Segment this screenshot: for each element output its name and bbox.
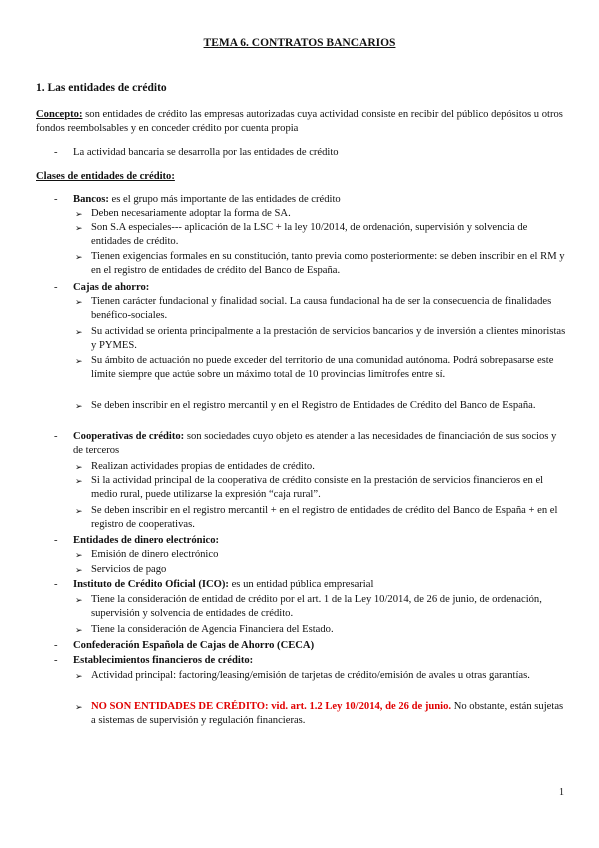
- note-text: La actividad bancaria se desarrolla por las entidades de crédito: [73, 147, 339, 158]
- arrow-bullet-icon: ➢: [75, 356, 83, 366]
- note-item: [54, 146, 564, 160]
- dash-icon: -: [54, 655, 58, 666]
- ceca-label: Confederación Española de Cajas de Ahorro (CECA): [73, 640, 315, 651]
- cajas-subitem: [75, 354, 567, 382]
- bancos-subitem: [75, 221, 567, 249]
- bancos-item: [54, 193, 564, 207]
- establecimientos-subitem: [75, 700, 567, 728]
- page-title: TEMA 6. CONTRATOS BANCARIOS: [203, 37, 396, 49]
- arrow-bullet-icon: ➢: [75, 462, 83, 472]
- cooperativas-subitem-text: Si la actividad principal de la cooperativa de crédito consiste en la prestación de servicios financieros en el medio rural, puede utilizarse la expresión “caja rural”.: [91, 475, 544, 500]
- cajas-subitem: [75, 295, 567, 323]
- establecimientos-item: [54, 654, 564, 668]
- ico-text: es un entidad pública empresarial: [228, 579, 374, 590]
- dash-icon: -: [54, 579, 58, 590]
- dinero-subitem-text: Emisión de dinero electrónico: [91, 549, 219, 560]
- dash-icon: -: [54, 147, 58, 158]
- arrow-bullet-icon: ➢: [75, 476, 83, 486]
- arrow-bullet-icon: ➢: [75, 223, 83, 233]
- establecimientos-subitem-text: Actividad principal: factoring/leasing/emisión de tarjetas de crédito/emisión de avales u otras garantías.: [91, 670, 530, 681]
- cooperativas-text: son sociedades cuyo objeto es atender a las necesidades de financiación de sus socios y de terceros: [73, 431, 557, 456]
- establecimientos-subitem: [75, 669, 567, 683]
- cajas-subitem-text: Se deben inscribir en el registro mercantil y en el Registro de Entidades de Crédito del Banco de España.: [91, 400, 536, 411]
- cajas-item: [54, 281, 564, 295]
- arrow-bullet-icon: ➢: [75, 625, 83, 635]
- arrow-bullet-icon: ➢: [75, 550, 83, 560]
- ico-subitem-text: Tiene la consideración de entidad de crédito por el art. 1 de la Ley 10/2014, de 26 de junio, de ordenación, supervisión y solvencia de entidades de crédito.: [91, 594, 542, 619]
- dash-icon: -: [54, 282, 58, 293]
- dinero-subitem: [75, 563, 567, 577]
- arrow-bullet-icon: ➢: [75, 252, 83, 262]
- cooperativas-subitem: [75, 504, 567, 532]
- dash-icon: -: [54, 640, 58, 651]
- ceca-item: [54, 639, 564, 653]
- cooperativas-subitem-text: Se deben inscribir en el registro mercantil + en el registro de entidades de crédito del Banco de España + en el registro de cooperativas.: [91, 505, 558, 530]
- bancos-text: es el grupo más importante de las entidades de crédito: [108, 194, 341, 205]
- cajas-label: Cajas de ahorro:: [73, 282, 150, 293]
- dash-icon: -: [54, 194, 58, 205]
- bancos-subitem: [75, 207, 567, 221]
- ico-subitem: [75, 623, 567, 637]
- cajas-subitem-text: Su actividad se orienta principalmente a la prestación de servicios bancarios y de inversión a clientes minoristas y PYMES.: [91, 326, 566, 351]
- arrow-bullet-icon: ➢: [75, 401, 83, 411]
- dinero-label: Entidades de dinero electrónico:: [73, 535, 220, 546]
- arrow-bullet-icon: ➢: [75, 327, 83, 337]
- ico-item: [54, 578, 564, 592]
- cajas-subitem-text: Su ámbito de actuación no puede exceder del territorio de una comunidad autónoma. Podrá sobrepasarse este límite siempre que actúe sobre un máximo total de 10 provincias limítrofes entre sí.: [91, 355, 554, 380]
- dinero-item: [54, 534, 564, 548]
- bancos-subitem-text: Deben necesariamente adoptar la forma de SA.: [91, 208, 291, 219]
- clases-heading: Clases de entidades de crédito:: [36, 171, 175, 182]
- ico-subitem: [75, 593, 567, 621]
- cooperativas-subitem-text: Realizan actividades propias de entidades de crédito.: [91, 461, 315, 472]
- bancos-subitem-text: Son S.A especiales--- aplicación de la LSC + la ley 10/2014, de ordenación, supervisión y solvencia de entidades de crédito.: [91, 222, 528, 247]
- dinero-subitem-text: Servicios de pago: [91, 564, 167, 575]
- cooperativas-subitem: [75, 460, 567, 474]
- page-number: 1: [559, 787, 564, 798]
- ico-label: Instituto de Crédito Oficial (ICO):: [73, 579, 229, 590]
- bancos-subitem: [75, 250, 567, 278]
- bancos-label: Bancos:: [73, 194, 109, 205]
- cooperativas-item: [54, 430, 564, 458]
- arrow-bullet-icon: ➢: [75, 209, 83, 219]
- concepto-text: son entidades de crédito las empresas autorizadas cuya actividad consiste en recibir del público depósitos u otros fondos reembolsables y en conceder crédito por cuenta propia: [36, 109, 563, 134]
- concepto-label: Concepto:: [36, 109, 83, 120]
- dinero-subitem: [75, 548, 567, 562]
- cajas-subitem-text: Tienen carácter fundacional y finalidad social. La causa fundacional ha de ser la consecuencia de finalidades benéfico-sociales.: [91, 296, 552, 321]
- warning-text: NO SON ENTIDADES DE CRÉDITO: vid. art. 1.2 Ley 10/2014, de 26 de junio.: [91, 701, 452, 712]
- cajas-subitem: [75, 325, 567, 353]
- section-heading: 1. Las entidades de crédito: [36, 82, 167, 94]
- cooperativas-label: Cooperativas de crédito:: [73, 431, 185, 442]
- ico-subitem-text: Tiene la consideración de Agencia Financiera del Estado.: [91, 624, 334, 635]
- dash-icon: -: [54, 431, 58, 442]
- arrow-bullet-icon: ➢: [75, 565, 83, 575]
- arrow-bullet-icon: ➢: [75, 297, 83, 307]
- establecimientos-label: Establecimientos financieros de crédito:: [73, 655, 254, 666]
- arrow-bullet-icon: ➢: [75, 595, 83, 605]
- arrow-bullet-icon: ➢: [75, 702, 83, 712]
- cajas-subitem: [75, 399, 567, 413]
- bancos-subitem-text: Tienen exigencias formales en su constitución, tanto previa como posteriormente: se deben inscribir en el RM y en el registro de entidades de crédito del Banco de España.: [91, 251, 565, 276]
- dash-icon: -: [54, 535, 58, 546]
- arrow-bullet-icon: ➢: [75, 506, 83, 516]
- arrow-bullet-icon: ➢: [75, 671, 83, 681]
- establecimientos-subitem-text: No obstante, están sujetas a sistemas de supervisión y regulación financieras.: [91, 701, 564, 726]
- cooperativas-subitem: [75, 474, 567, 502]
- concepto-paragraph: [36, 108, 566, 136]
